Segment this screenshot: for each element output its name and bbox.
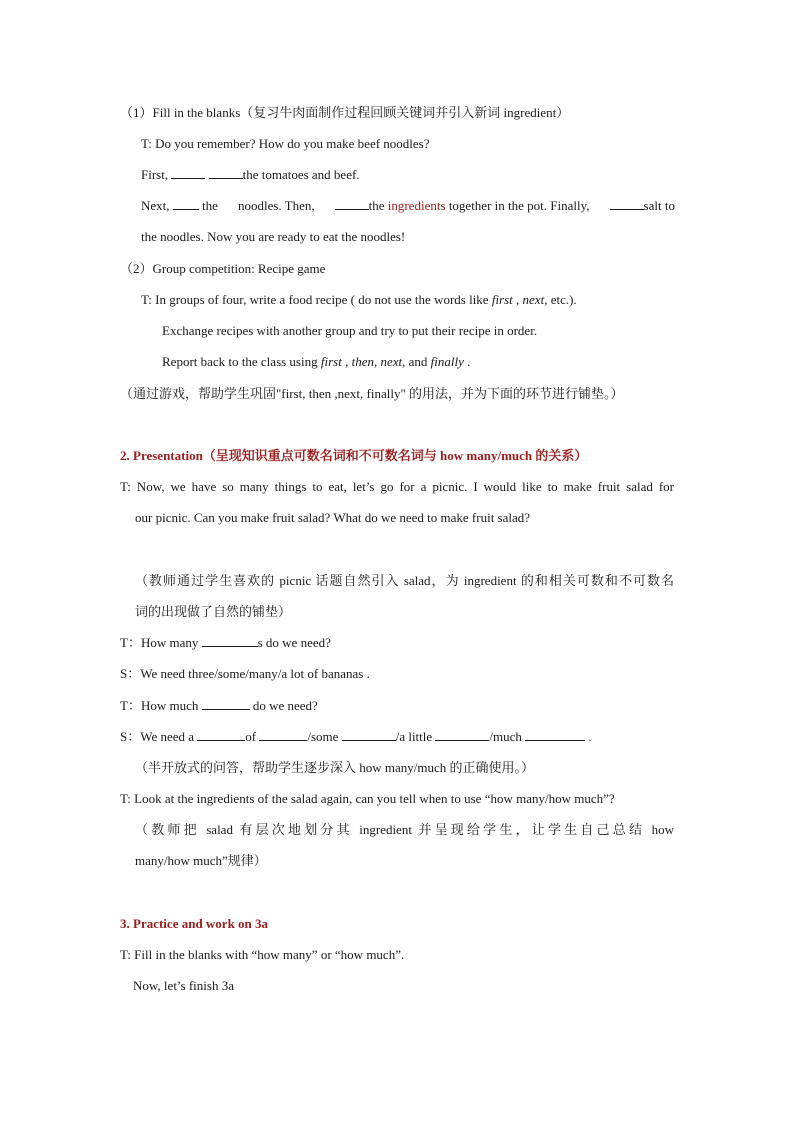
teacher-note-3-line1: （教师把 salad 有层次地划分其 ingredient 并呈现给学生，让学生自己总结 how: [135, 822, 674, 837]
next-part-2: [335, 197, 590, 215]
fill-instruction: T: Fill in the blanks with “how many” or “how much”.: [120, 947, 405, 962]
salt-text: salt to: [643, 198, 675, 213]
ingredients-highlight: ingredients: [387, 198, 446, 213]
word-first: first: [320, 354, 342, 369]
noodles-line: the noodles. Now you are ready to eat the noodles!: [141, 229, 406, 244]
blank[interactable]: [197, 728, 245, 741]
how-many-suffix: s do we need?: [257, 635, 331, 650]
word-next: next: [522, 292, 545, 307]
how-many-text: T：How many: [120, 635, 199, 650]
item1-title: （1）Fill in the blanks（复习牛肉面制作过程回顾关键词并引入新词 ingredient）: [120, 105, 570, 120]
next-sentence: [141, 197, 675, 215]
finish-3a: Now, let’s finish 3a: [133, 978, 234, 993]
report-and: , and: [402, 354, 428, 369]
picnic-text-line1: T: Now, we have so many things to eat, let’s go for a picnic. I would like to make fruit salad for: [120, 479, 674, 494]
practice-heading: 3. Practice and work on 3a: [120, 916, 269, 931]
little-text: /a little: [395, 729, 433, 744]
word-then: then: [351, 354, 374, 369]
teacher-note-1-line1: （教师通过学生喜欢的 picnic 话题自然引入 salad，为 ingredient 的和相关可数和不可数名: [135, 573, 674, 588]
student-answer-fill: [120, 728, 592, 746]
blank[interactable]: [171, 166, 205, 179]
first-sentence: [141, 166, 360, 184]
blank[interactable]: [525, 728, 585, 741]
first-suffix: the tomatoes and beef.: [242, 167, 360, 182]
need-a-text: S：We need a: [120, 729, 195, 744]
blank[interactable]: [202, 634, 258, 647]
teacher-note-2: （半开放式的问答，帮助学生逐步深入 how many/much 的正确使用。）: [135, 760, 535, 775]
blank[interactable]: [173, 197, 199, 210]
blank[interactable]: [610, 197, 644, 210]
how-many-question: [120, 634, 331, 652]
teacher-note-1-line2: 词的出现做了自然的铺垫）: [135, 604, 292, 619]
presentation-heading: 2. Presentation（呈现知识重点可数名词和不可数名词与 how many/much 的关系）: [120, 448, 588, 463]
teacher-question: T: Do you remember? How do you make beef noodles?: [141, 136, 430, 151]
groups-text-a: T: In groups of four, write a food recipe ( do not use the words like: [141, 292, 489, 307]
much-text: /much: [489, 729, 522, 744]
word-first: first: [491, 292, 513, 307]
next-part-1: [141, 197, 218, 215]
next-part-3: [610, 197, 675, 215]
how-much-question: [120, 697, 318, 715]
next-prefix: Next,: [141, 198, 170, 213]
next-the2: the: [368, 198, 385, 213]
next-the: the: [202, 198, 218, 213]
together-text: together in the pot. Finally,: [448, 198, 590, 213]
teacher-note-3-line2: many/how much”规律）: [135, 853, 267, 868]
some-text: /some: [307, 729, 339, 744]
game-note: （通过游戏，帮助学生巩固"first, then ,next, finally" 的用法，并为下面的环节进行铺垫。）: [120, 386, 624, 401]
next-noodles: noodles. Then,: [237, 198, 315, 213]
of-text: of: [245, 729, 257, 744]
blank[interactable]: [259, 728, 307, 741]
blank[interactable]: [209, 166, 243, 179]
blank[interactable]: [435, 728, 489, 741]
report-instruction: Report back to the class using first , then, next, and finally .: [162, 354, 471, 369]
student-answer-bananas: S：We need three/some/many/a lot of bananas .: [120, 666, 370, 681]
first-prefix: First,: [141, 167, 169, 182]
blank[interactable]: [335, 197, 369, 210]
groups-text-b: , etc.).: [544, 292, 577, 307]
word-finally: finally: [430, 354, 464, 369]
exchange-instruction: Exchange recipes with another group and try to put their recipe in order.: [162, 323, 538, 338]
end-period: .: [588, 729, 592, 744]
report-text: Report back to the class using: [162, 354, 318, 369]
groups-instruction: T: In groups of four, write a food recipe ( do not use the words like first , next, etc.).: [141, 292, 577, 307]
blank[interactable]: [342, 728, 396, 741]
blank[interactable]: [202, 697, 250, 710]
item2-title: （2）Group competition: Recipe game: [120, 261, 326, 276]
look-ingredients-question: T: Look at the ingredients of the salad again, can you tell when to use “how many/how much”?: [120, 791, 615, 806]
word-next: next: [380, 354, 403, 369]
how-much-suffix: do we need?: [252, 698, 318, 713]
picnic-text-line2: our picnic. Can you make fruit salad? What do we need to make fruit salad?: [135, 510, 531, 525]
how-much-text: T：How much: [120, 698, 199, 713]
